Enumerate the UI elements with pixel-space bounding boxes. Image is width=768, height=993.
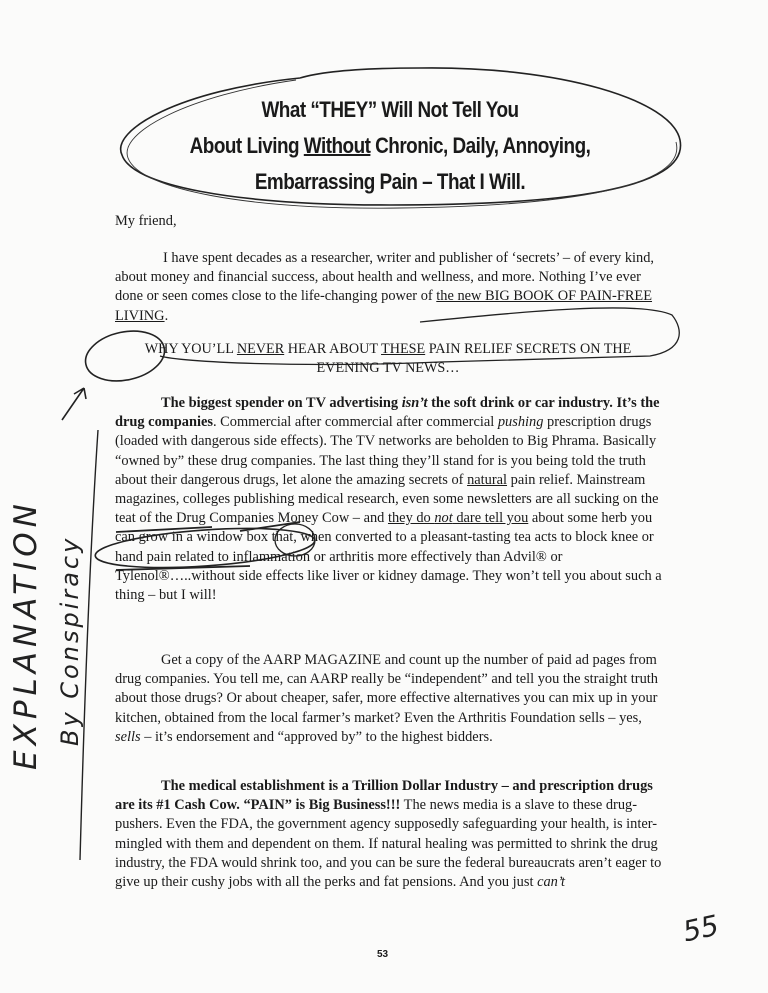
title-underlined-word: Without [303,133,371,158]
book-title-underlined: the new BIG BOOK OF PAIN-FREE LIVING [115,288,653,324]
paragraph-medical-establishment: The medical establishment is a Trillion Dollar Industry – and prescription drugs are its #1 Cash Cow. “PAIN” is Big Business!!! The news media is a slave to these drug-pushers. Even the FDA, the government agency supposedly safeguarding your health, is inter-mingled with them and dependent on them. If natural healing was permitted to shrink the drug industry, the FDA would shrink too, and you can be sure the federal bureaucrats aren’t eager to give up their cushy jobs with all the perks and fat pensions. And you just can’t [115,778,662,891]
arrow-mark [62,388,86,420]
corner-handwritten-number: 55 [679,908,722,949]
page-number: 53 [377,949,389,960]
subheading: WHY YOU’LL NEVER HEAR ABOUT THESE PAIN RELIEF SECRETS ON THE EVENING TV NEWS… [144,341,632,376]
why-circle-mark [81,324,169,388]
margin-handwriting-explanation: EXPLANATION [8,499,44,770]
title-line-3: Embarrassing Pain – That I Will. [254,169,526,194]
title-line-1: What “THEY” Will Not Tell You [261,97,519,122]
paragraph-aarp: Get a copy of the AARP MAGAZINE and count up the number of paid ad pages from drug companies. You tell me, can AARP really be “independent” and tell you the straight truth about those drugs? Or about cheaper, safer, more effective alternatives you can mix up in your kitchen, obtained from the local farmer’s market? Even the Arthritis Foundation sells – yes, sells – it’s endorsement and “approved by” to the highest bidders. [115,652,658,745]
title-ellipse-mark [121,68,681,205]
dare-tell-you-circle-mark [94,522,316,573]
paragraph-intro: I have spent decades as a researcher, writer and publisher of ‘secrets’ – of every kind, about money and financial success, about health and wellness, and more. Nothing I’ve ever done or seen comes close to the life-changing power of the new BIG BOOK OF PAIN-FREE LIVING. [115,250,655,324]
paragraph-tv-advertising: The biggest spender on TV advertising isn’t the soft drink or car industry. It’s the drug companies. Commercial after commercial after commercial pushing prescription drugs (loaded with dangerous side effects). The TV networks are beholden to Big Phrama. Basically “owned by” these drug companies. The last thing they’ll stand for is you being told the truth about their dangerous drugs, let alone the amazing secrets of natural pain relief. Mainstream magazines, colleges publishing medical research, even some newsletters are all sucking on the teat of the Drug Companies Money Cow – and they do not dare tell you about some herb you can grow in a window box that, when converted to a pleasant-tasting tea acts to block knee or hand pain related to inflammation or arthritis more effectively than Advil® or Tylenol®…..without side effects like liver or kidney damage. They won’t tell you about such a thing – but I will! [115,395,662,604]
subheading-bracket-mark [160,308,679,365]
margin-handwriting-conspiracy: By Conspiracy [56,535,84,746]
title-line-2: About Living Without Chronic, Daily, Annoying, [189,133,591,158]
salutation: My friend, [115,213,177,229]
